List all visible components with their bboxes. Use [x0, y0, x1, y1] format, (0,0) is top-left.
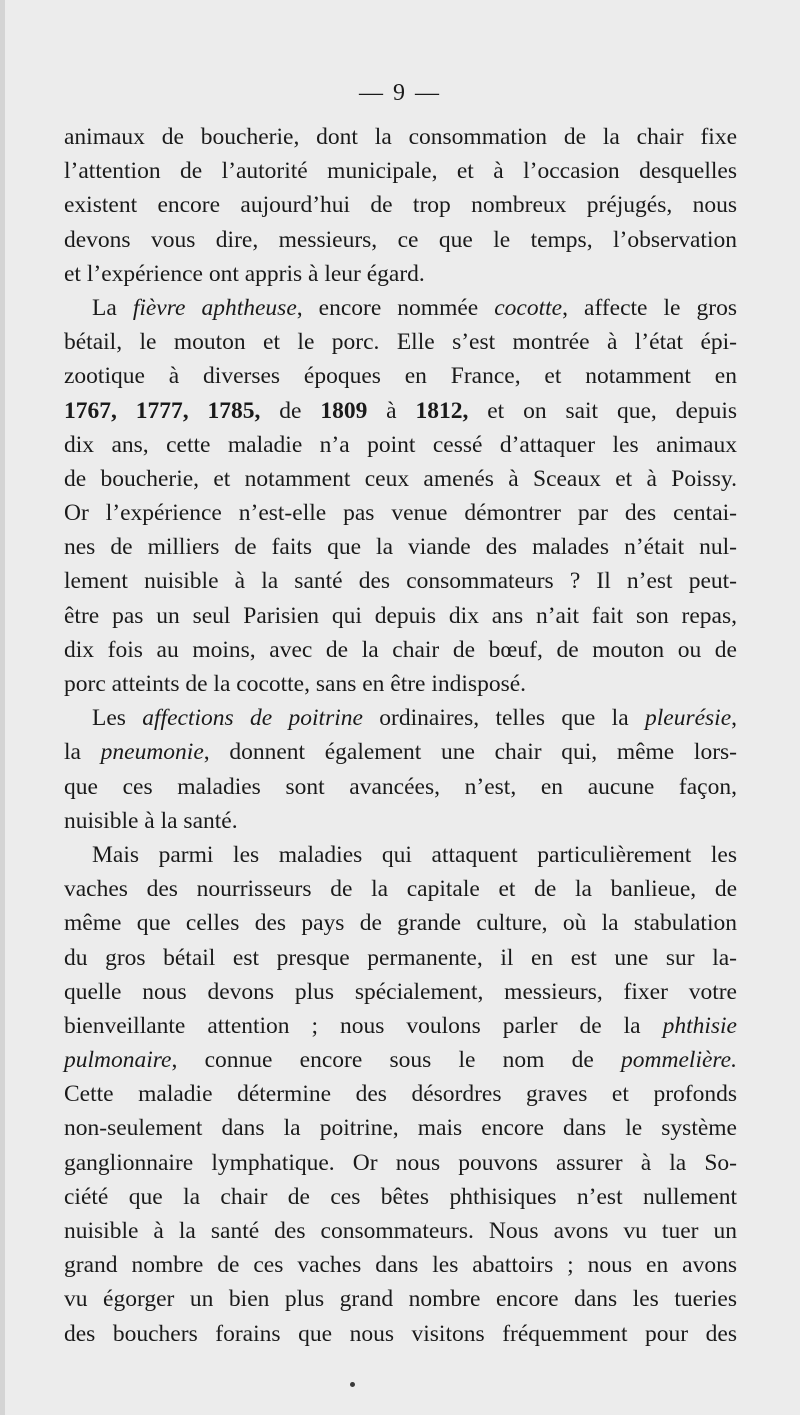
- italic-text: pneumonie: [100, 739, 204, 766]
- text-run: et on sait que, depuis: [468, 397, 737, 424]
- text-run: La: [92, 294, 133, 321]
- text-run: des bouchers forains que nous visitons fréquemment pour des: [64, 1320, 737, 1347]
- text-run: quelle nous devons plus spécialement, messieurs, fixer votre: [64, 978, 737, 1005]
- text-run: Mais parmi les maladies qui attaquent particulièrement les: [92, 841, 737, 868]
- page-edge: [0, 0, 5, 1415]
- text-line: [64, 906, 737, 940]
- text-line: [64, 325, 737, 359]
- text-line: [64, 1282, 737, 1316]
- bold-text: 1812,: [415, 397, 469, 424]
- text-run: ciété que la chair de ces bêtes phthisiques n’est nullement: [64, 1183, 737, 1210]
- text-line: [64, 120, 737, 154]
- italic-text: pulmonaire: [64, 1047, 172, 1074]
- text-run: du gros bétail est presque permanente, il en est une sur la-: [64, 944, 737, 971]
- text-line: [64, 1077, 737, 1111]
- text-run: dix ans, cette maladie n’a point cessé d’attaquer les animaux: [64, 431, 737, 458]
- text-run: nuisible à la santé des consommateurs. Nous avons vu tuer un: [64, 1218, 737, 1244]
- text-line: [64, 154, 737, 188]
- text-line: [64, 564, 737, 598]
- text-run: ordinaires, telles que la: [362, 705, 645, 732]
- italic-text: cocotte: [494, 294, 563, 321]
- text-line: [64, 462, 737, 496]
- text-run: , affecte le gros: [562, 294, 737, 321]
- text-run: même que celles des pays de grande culture, où la stabulation: [64, 910, 737, 937]
- ink-speck: [350, 1382, 355, 1387]
- text-run: vaches des nourrisseurs de la capitale et de la banlieue, de: [64, 876, 737, 903]
- text-run: de: [260, 397, 321, 424]
- text-run: , donnent également une chair qui, même lors-: [203, 739, 737, 766]
- text-run: existent encore aujourd’hui de trop nombreux préjugés, nous: [64, 192, 737, 219]
- text-line: [64, 1146, 737, 1180]
- text-line: [64, 496, 737, 530]
- text-run: de boucherie, et notamment ceux amenés à Sceaux et à Poissy.: [64, 465, 737, 492]
- text-run: , connue encore sous le nom de: [171, 1047, 622, 1074]
- italic-text: pleurésie: [644, 705, 732, 732]
- text-run: lement nuisible à la santé des consommateurs ? Il n’est peut-: [64, 568, 737, 595]
- text-run: animaux de boucherie, dont la consommation de la chair fixe: [64, 124, 737, 150]
- text-line: [64, 188, 737, 222]
- text-run: bétail, le mouton et le porc. Elle s’est montrée à l’état épi-: [64, 329, 737, 356]
- text-line: [64, 257, 737, 291]
- text-line: [64, 770, 737, 804]
- italic-text: phthisie: [662, 1012, 737, 1039]
- text-run: grand nombre de ces vaches dans les abattoirs ; nous en avons: [64, 1252, 737, 1279]
- text-line: [64, 804, 737, 838]
- text-run: Or l’expérience n’est-elle pas venue démontrer par des centai-: [64, 500, 737, 527]
- text-line: [64, 223, 737, 257]
- text-run: non-seulement dans la poitrine, mais encore dans le système: [64, 1115, 737, 1142]
- text-line: [64, 838, 737, 872]
- text-run: Les: [92, 705, 143, 732]
- text-run: à: [367, 397, 416, 424]
- text-line: [64, 359, 737, 393]
- text-run: l’attention de l’autorité municipale, et à l’occasion desquelles: [64, 158, 737, 185]
- text-line: [64, 428, 737, 462]
- text-run: la: [64, 739, 101, 766]
- text-run: ,: [731, 705, 737, 732]
- text-run: nuisible à la santé.: [64, 807, 238, 834]
- text-line: [64, 941, 737, 975]
- text-run: vu égorger un bien plus grand nombre encore dans les tueries: [64, 1286, 737, 1313]
- italic-text: pommelière.: [621, 1047, 737, 1074]
- italic-text: affections de poitrine: [142, 705, 363, 732]
- text-line: [64, 1214, 737, 1248]
- text-line: [64, 701, 737, 735]
- italic-text: fièvre aphtheuse: [132, 294, 297, 321]
- text-line: [64, 975, 737, 1009]
- text-line: [64, 735, 737, 769]
- page-number: — 9 —: [359, 80, 441, 106]
- text-line: [64, 1043, 737, 1077]
- text-line: [64, 394, 737, 428]
- text-line: [64, 633, 737, 667]
- text-run: que ces maladies sont avancées, n’est, en aucune façon,: [64, 773, 737, 800]
- bold-text: 1767, 1777, 1785,: [64, 397, 261, 424]
- body-text: [64, 120, 737, 1351]
- text-line: [64, 1248, 737, 1282]
- text-line: [64, 1111, 737, 1145]
- text-line: [64, 530, 737, 564]
- text-run: zootique à diverses époques en France, et notamment en: [64, 363, 737, 390]
- text-run: nes de milliers de faits que la viande des malades n’était nul-: [64, 534, 737, 561]
- text-run: être pas un seul Parisien qui depuis dix ans n’ait fait son repas,: [64, 602, 737, 629]
- text-run: Cette maladie détermine des désordres graves et profonds: [64, 1081, 737, 1108]
- text-line: [64, 1009, 737, 1043]
- text-run: ganglionnaire lymphatique. Or nous pouvons assurer à la So-: [64, 1149, 737, 1176]
- text-run: porc atteints de la cocotte, sans en être indisposé.: [64, 671, 527, 697]
- text-line: [64, 667, 737, 701]
- text-line: [64, 1180, 737, 1214]
- bold-text: 1809: [320, 397, 368, 424]
- text-run: dix fois au moins, avec de la chair de bœuf, de mouton ou de: [64, 636, 737, 663]
- text-line: [64, 872, 737, 906]
- text-run: et l’expérience ont appris à leur égard.: [64, 260, 425, 287]
- text-line: [64, 291, 737, 325]
- text-run: bienveillante attention ; nous voulons parler de la: [64, 1012, 663, 1039]
- text-run: , encore nommée: [296, 294, 495, 321]
- text-run: devons vous dire, messieurs, ce que le temps, l’observation: [64, 226, 737, 253]
- text-line: [64, 1317, 737, 1351]
- text-line: [64, 599, 737, 633]
